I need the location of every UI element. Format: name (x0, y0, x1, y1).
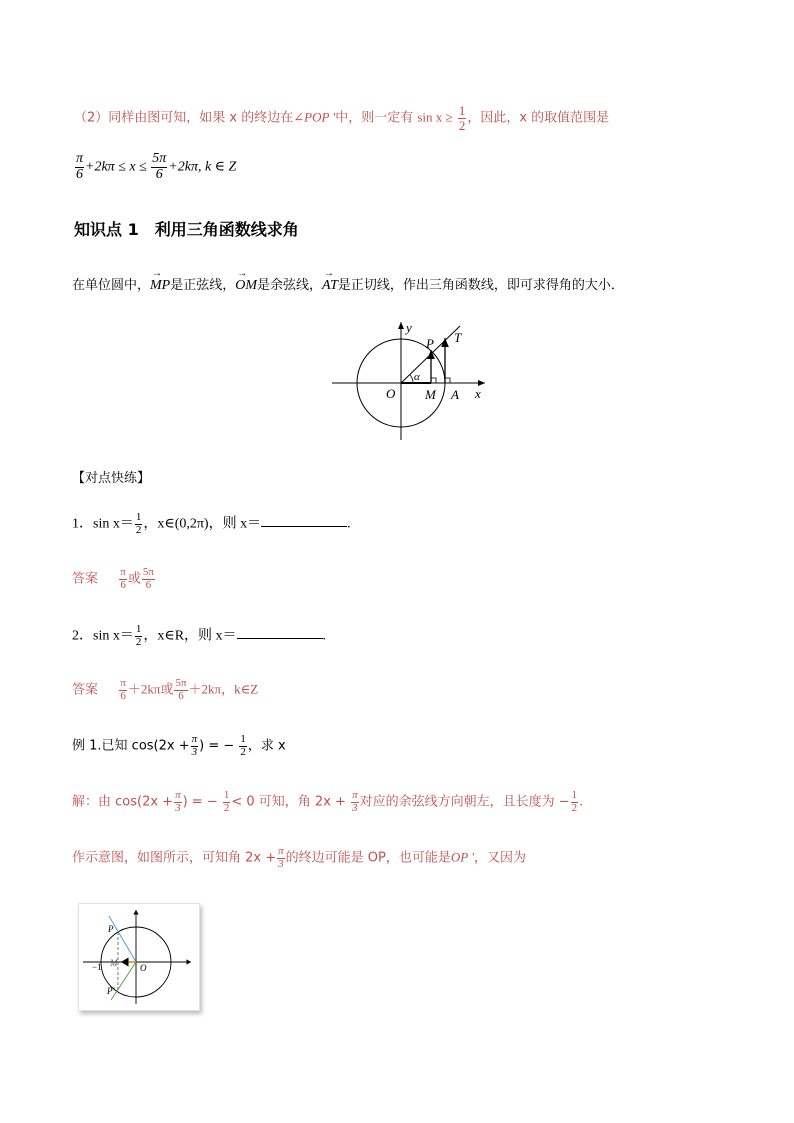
sol-three: 3 (175, 801, 181, 814)
a1-six-2: 6 (145, 578, 152, 591)
a2-5pi-over-6 (174, 678, 187, 702)
p1-half-den: 2 (458, 117, 466, 133)
sol-tail: 对应的余弦线方向朝左，且长度为 − (359, 794, 570, 810)
a1-six: 6 (120, 578, 126, 591)
q1-sin: sin x＝ (93, 516, 134, 532)
a2-six: 6 (120, 689, 126, 702)
show-three: 3 (278, 857, 284, 870)
ex1-pi-over-3 (191, 734, 199, 758)
q1-n: 1 (135, 511, 142, 523)
q2-answer-blank[interactable] (237, 626, 323, 639)
sol-pi-over-3-2 (351, 790, 359, 814)
sol-end: . (579, 794, 584, 810)
range-six-2: 6 (155, 166, 163, 182)
ex1-three: 3 (191, 745, 198, 758)
sol-pi-2: π (352, 789, 358, 801)
alpha-arc (410, 375, 413, 383)
figure-2-frame (78, 903, 200, 1011)
intro-t1: 是正弦线， (170, 278, 236, 293)
q2-num: 2． (72, 628, 93, 644)
intro-t3: 是正切线，作出三角函数线，即可求得角的大小． (337, 278, 624, 293)
question-1 (72, 512, 351, 536)
vector-at: → AT (322, 278, 338, 294)
a2-tail: ，k∈Z (221, 681, 259, 697)
q1-fraction (135, 512, 143, 536)
q1-num: 1． (72, 516, 93, 532)
q2-n: 1 (135, 623, 142, 635)
answer-1 (72, 567, 156, 591)
show-pi: π (278, 845, 284, 857)
a1-pi-over-6 (119, 567, 127, 591)
label-alpha: α (414, 371, 420, 383)
a2-pi: π (120, 677, 126, 689)
q2-sin: sin x＝ (93, 628, 134, 644)
q2-end: . (322, 628, 327, 644)
range-five-pi: 5π (152, 151, 167, 166)
show-op2: OP ' (450, 849, 474, 865)
section-title: 知识点 1 利用三角函数线求角 (74, 220, 299, 239)
label-p: P (426, 336, 434, 351)
show-pi-over-3 (277, 846, 285, 870)
ex1-one: 1 (240, 733, 246, 745)
ex1-lead: 例 1.已知 cos(2x + (72, 738, 190, 754)
range-line (74, 152, 236, 182)
intro-t2: 是余弦线， (257, 278, 323, 293)
a2-label: 答案 (72, 682, 99, 698)
ex1-mid: ) = − (199, 738, 235, 754)
label-o: O (386, 386, 396, 401)
a2-pi-over-6 (119, 678, 127, 702)
range-part2: +2kπ, k ∈ Z (168, 159, 237, 175)
fig2-label-p: P (108, 924, 114, 934)
label-x: x (475, 386, 481, 401)
fig2-label-p2: P' (107, 986, 115, 996)
show-lead: 作示意图，如图所示，可知角 2x + (72, 850, 277, 866)
a2-six-2: 6 (178, 689, 184, 702)
example-1 (72, 734, 286, 758)
fig2-line-op (109, 916, 136, 962)
q1-d: 2 (135, 523, 142, 536)
label-m: M (425, 387, 436, 402)
p1-angle: ∠POP ' (293, 109, 336, 125)
a1-five-pi: 5π (142, 566, 154, 578)
intro-lead: 在单位圆中， (72, 278, 151, 293)
range-six: 6 (76, 166, 83, 182)
ex1-pi: π (191, 733, 198, 745)
sol-one: 1 (223, 789, 230, 801)
section-heading (74, 217, 299, 240)
label-a: A (451, 387, 459, 402)
show-tail: ，又因为 (473, 850, 526, 866)
sol-pi: π (175, 789, 181, 801)
answer-2 (72, 678, 258, 702)
figure-2-diagram (79, 904, 199, 1010)
a1-label: 答案 (72, 571, 99, 587)
right-angle-a (445, 378, 450, 383)
p1-lead: （2）同样由图可知，如果 x 的终边在 (74, 110, 294, 126)
solution (72, 790, 583, 814)
range-pi: π (76, 151, 84, 166)
fig2-label-minus1: −1 (92, 962, 102, 972)
ex1-two: 2 (240, 745, 246, 758)
range-pi-over-6 (75, 152, 84, 182)
p1-tail: ，因此，x 的取值范围是 (467, 110, 610, 126)
practice-header: 【对点快练】 (72, 471, 151, 486)
q2-cond: ，x∈R，则 x＝ (143, 628, 237, 644)
sol-mid2: < 0 可知，角 2x + (231, 794, 346, 810)
sol-lead: 解：由 cos(2x + (72, 794, 174, 810)
sol-mid: ) = − (182, 794, 218, 810)
show-diagram-line (72, 846, 526, 870)
a2-five-pi: 5π (175, 677, 187, 689)
p1-sinx: sin x ≥ (417, 109, 453, 125)
question-2 (72, 624, 326, 648)
q2-fraction (135, 624, 143, 648)
vector-mp: → MP (150, 278, 170, 294)
sol-pi-over-3 (174, 790, 182, 814)
label-y: y (406, 320, 412, 335)
a1-5pi-over-6 (142, 567, 155, 591)
p1-half-fraction (458, 104, 467, 132)
label-t: T (454, 330, 462, 345)
q1-end: . (347, 516, 351, 532)
fig2-label-m: M (110, 958, 118, 968)
a1-or: 或 (127, 571, 141, 587)
p1-mid: 中，则一定有 (335, 110, 414, 126)
paragraph-2 (74, 104, 609, 132)
sol-one-2: 1 (571, 789, 578, 801)
a2-plus-2: ＋2kπ (188, 681, 222, 697)
q2-d: 2 (135, 635, 142, 648)
intro-line (72, 274, 624, 294)
q1-answer-blank[interactable] (261, 514, 347, 527)
range-5pi-over-6 (151, 152, 167, 182)
sol-half-2 (571, 790, 579, 814)
sol-two-2: 2 (571, 801, 578, 814)
unit-circle-figure (330, 318, 495, 443)
fig2-label-o: O (140, 963, 147, 973)
ex1-half (239, 734, 247, 758)
sol-two: 2 (223, 801, 230, 814)
show-mid: 的终边可能是 OP，也可能是 (285, 850, 451, 866)
a1-pi: π (120, 566, 126, 578)
right-angle-m (431, 378, 436, 383)
sol-three-2: 3 (352, 801, 358, 814)
q1-cond: ，x∈(0,2π)，则 x＝ (143, 516, 262, 532)
ex1-tail: ，求 x (247, 738, 286, 754)
range-part1: +2kπ ≤ x ≤ (85, 159, 147, 175)
vector-om: → OM (235, 278, 257, 294)
sol-half (223, 790, 231, 814)
a2-plus: ＋2kπ (127, 681, 161, 697)
p1-half-num: 1 (458, 103, 466, 118)
a2-or: 或 (160, 682, 174, 698)
